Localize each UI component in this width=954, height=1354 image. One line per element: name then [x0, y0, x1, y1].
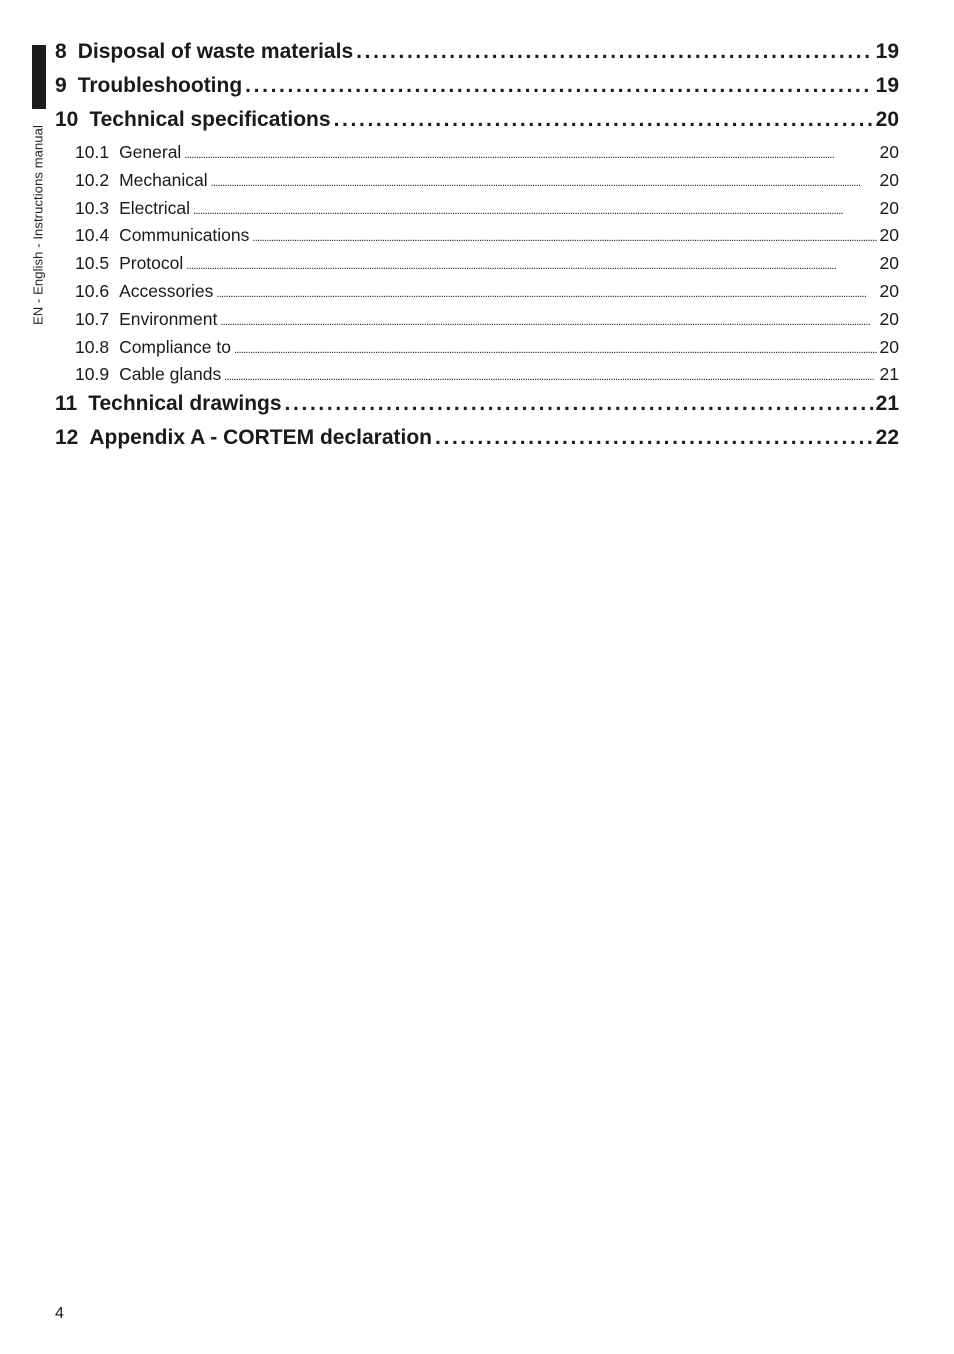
toc-leader-dots	[220, 316, 876, 328]
toc-leader-dots	[252, 232, 876, 244]
toc-page: 20	[879, 253, 899, 273]
toc-leader-dots	[356, 40, 873, 64]
toc-number: 10.7	[75, 309, 110, 329]
toc-entry-10-1[interactable]	[55, 142, 899, 168]
toc-leader-dots	[245, 74, 872, 98]
toc-entry-10-9[interactable]	[55, 364, 899, 390]
toc-page: 20	[879, 170, 899, 190]
toc-title: Compliance to	[119, 337, 231, 357]
toc-page: 20	[879, 225, 899, 245]
toc-leader-dots	[435, 426, 873, 450]
toc-page: 19	[875, 74, 899, 97]
toc-leader-dots	[224, 371, 876, 383]
toc-entry-11[interactable]	[55, 392, 899, 422]
toc-leader-dots	[184, 149, 876, 161]
toc-leader-dots	[234, 344, 877, 356]
toc-entry-10-6[interactable]	[55, 281, 899, 307]
toc-page: 20	[875, 108, 899, 131]
toc-title: Accessories	[119, 281, 214, 301]
toc-title: Appendix A - CORTEM declaration	[89, 426, 432, 449]
toc-page: 20	[879, 198, 899, 218]
toc-number: 10.3	[75, 198, 110, 218]
toc-entry-8[interactable]	[55, 40, 899, 70]
toc-number: 10.5	[75, 253, 110, 273]
toc-title: Communications	[119, 225, 250, 245]
toc-entry-12[interactable]	[55, 426, 899, 456]
toc-number: 10.9	[75, 364, 110, 384]
toc-page: 19	[875, 40, 899, 63]
toc-title: Technical specifications	[89, 108, 331, 131]
side-tab-marker	[32, 45, 46, 109]
toc-page: 21	[879, 364, 899, 384]
toc-title: General	[119, 142, 182, 162]
toc-title: Electrical	[119, 198, 191, 218]
toc-page: 22	[875, 426, 899, 449]
toc-title: Troubleshooting	[77, 74, 243, 97]
toc-entry-10-2[interactable]	[55, 170, 899, 196]
toc-leader-dots	[334, 108, 873, 132]
toc-number: 12	[55, 426, 79, 449]
toc-number: 10.4	[75, 225, 110, 245]
toc-leader-dots	[211, 177, 877, 189]
toc-leader-dots	[285, 392, 873, 416]
toc-title: Technical drawings	[88, 392, 282, 415]
toc-title: Protocol	[119, 253, 184, 273]
toc-number: 10.6	[75, 281, 110, 301]
toc-number: 8	[55, 40, 67, 63]
toc-title: Environment	[119, 309, 218, 329]
toc-entry-10-4[interactable]	[55, 225, 899, 251]
toc-leader-dots	[186, 260, 876, 272]
toc-number: 10.2	[75, 170, 110, 190]
toc-page: 20	[879, 309, 899, 329]
toc-entry-10-3[interactable]	[55, 198, 899, 224]
toc-title: Disposal of waste materials	[77, 40, 354, 63]
side-section-label: EN - English - Instructions manual	[30, 125, 46, 325]
toc-page: 21	[875, 392, 899, 415]
toc-entry-10-8[interactable]	[55, 337, 899, 363]
toc-page: 20	[879, 281, 899, 301]
page-number: 4	[55, 1305, 64, 1322]
toc-entry-10-7[interactable]	[55, 309, 899, 335]
toc-entry-10-5[interactable]	[55, 253, 899, 279]
toc-number: 9	[55, 74, 67, 97]
toc-entry-9[interactable]	[55, 74, 899, 104]
toc-page: 20	[879, 337, 899, 357]
toc-entry-10[interactable]	[55, 108, 899, 138]
toc-page: 20	[879, 142, 899, 162]
toc-number: 11	[55, 392, 78, 415]
toc-number: 10.1	[75, 142, 110, 162]
toc-leader-dots	[193, 205, 876, 217]
toc-title: Mechanical	[119, 170, 208, 190]
toc-number: 10.8	[75, 337, 110, 357]
toc-leader-dots	[216, 288, 876, 300]
toc-title: Cable glands	[119, 364, 222, 384]
toc-number: 10	[55, 108, 79, 131]
